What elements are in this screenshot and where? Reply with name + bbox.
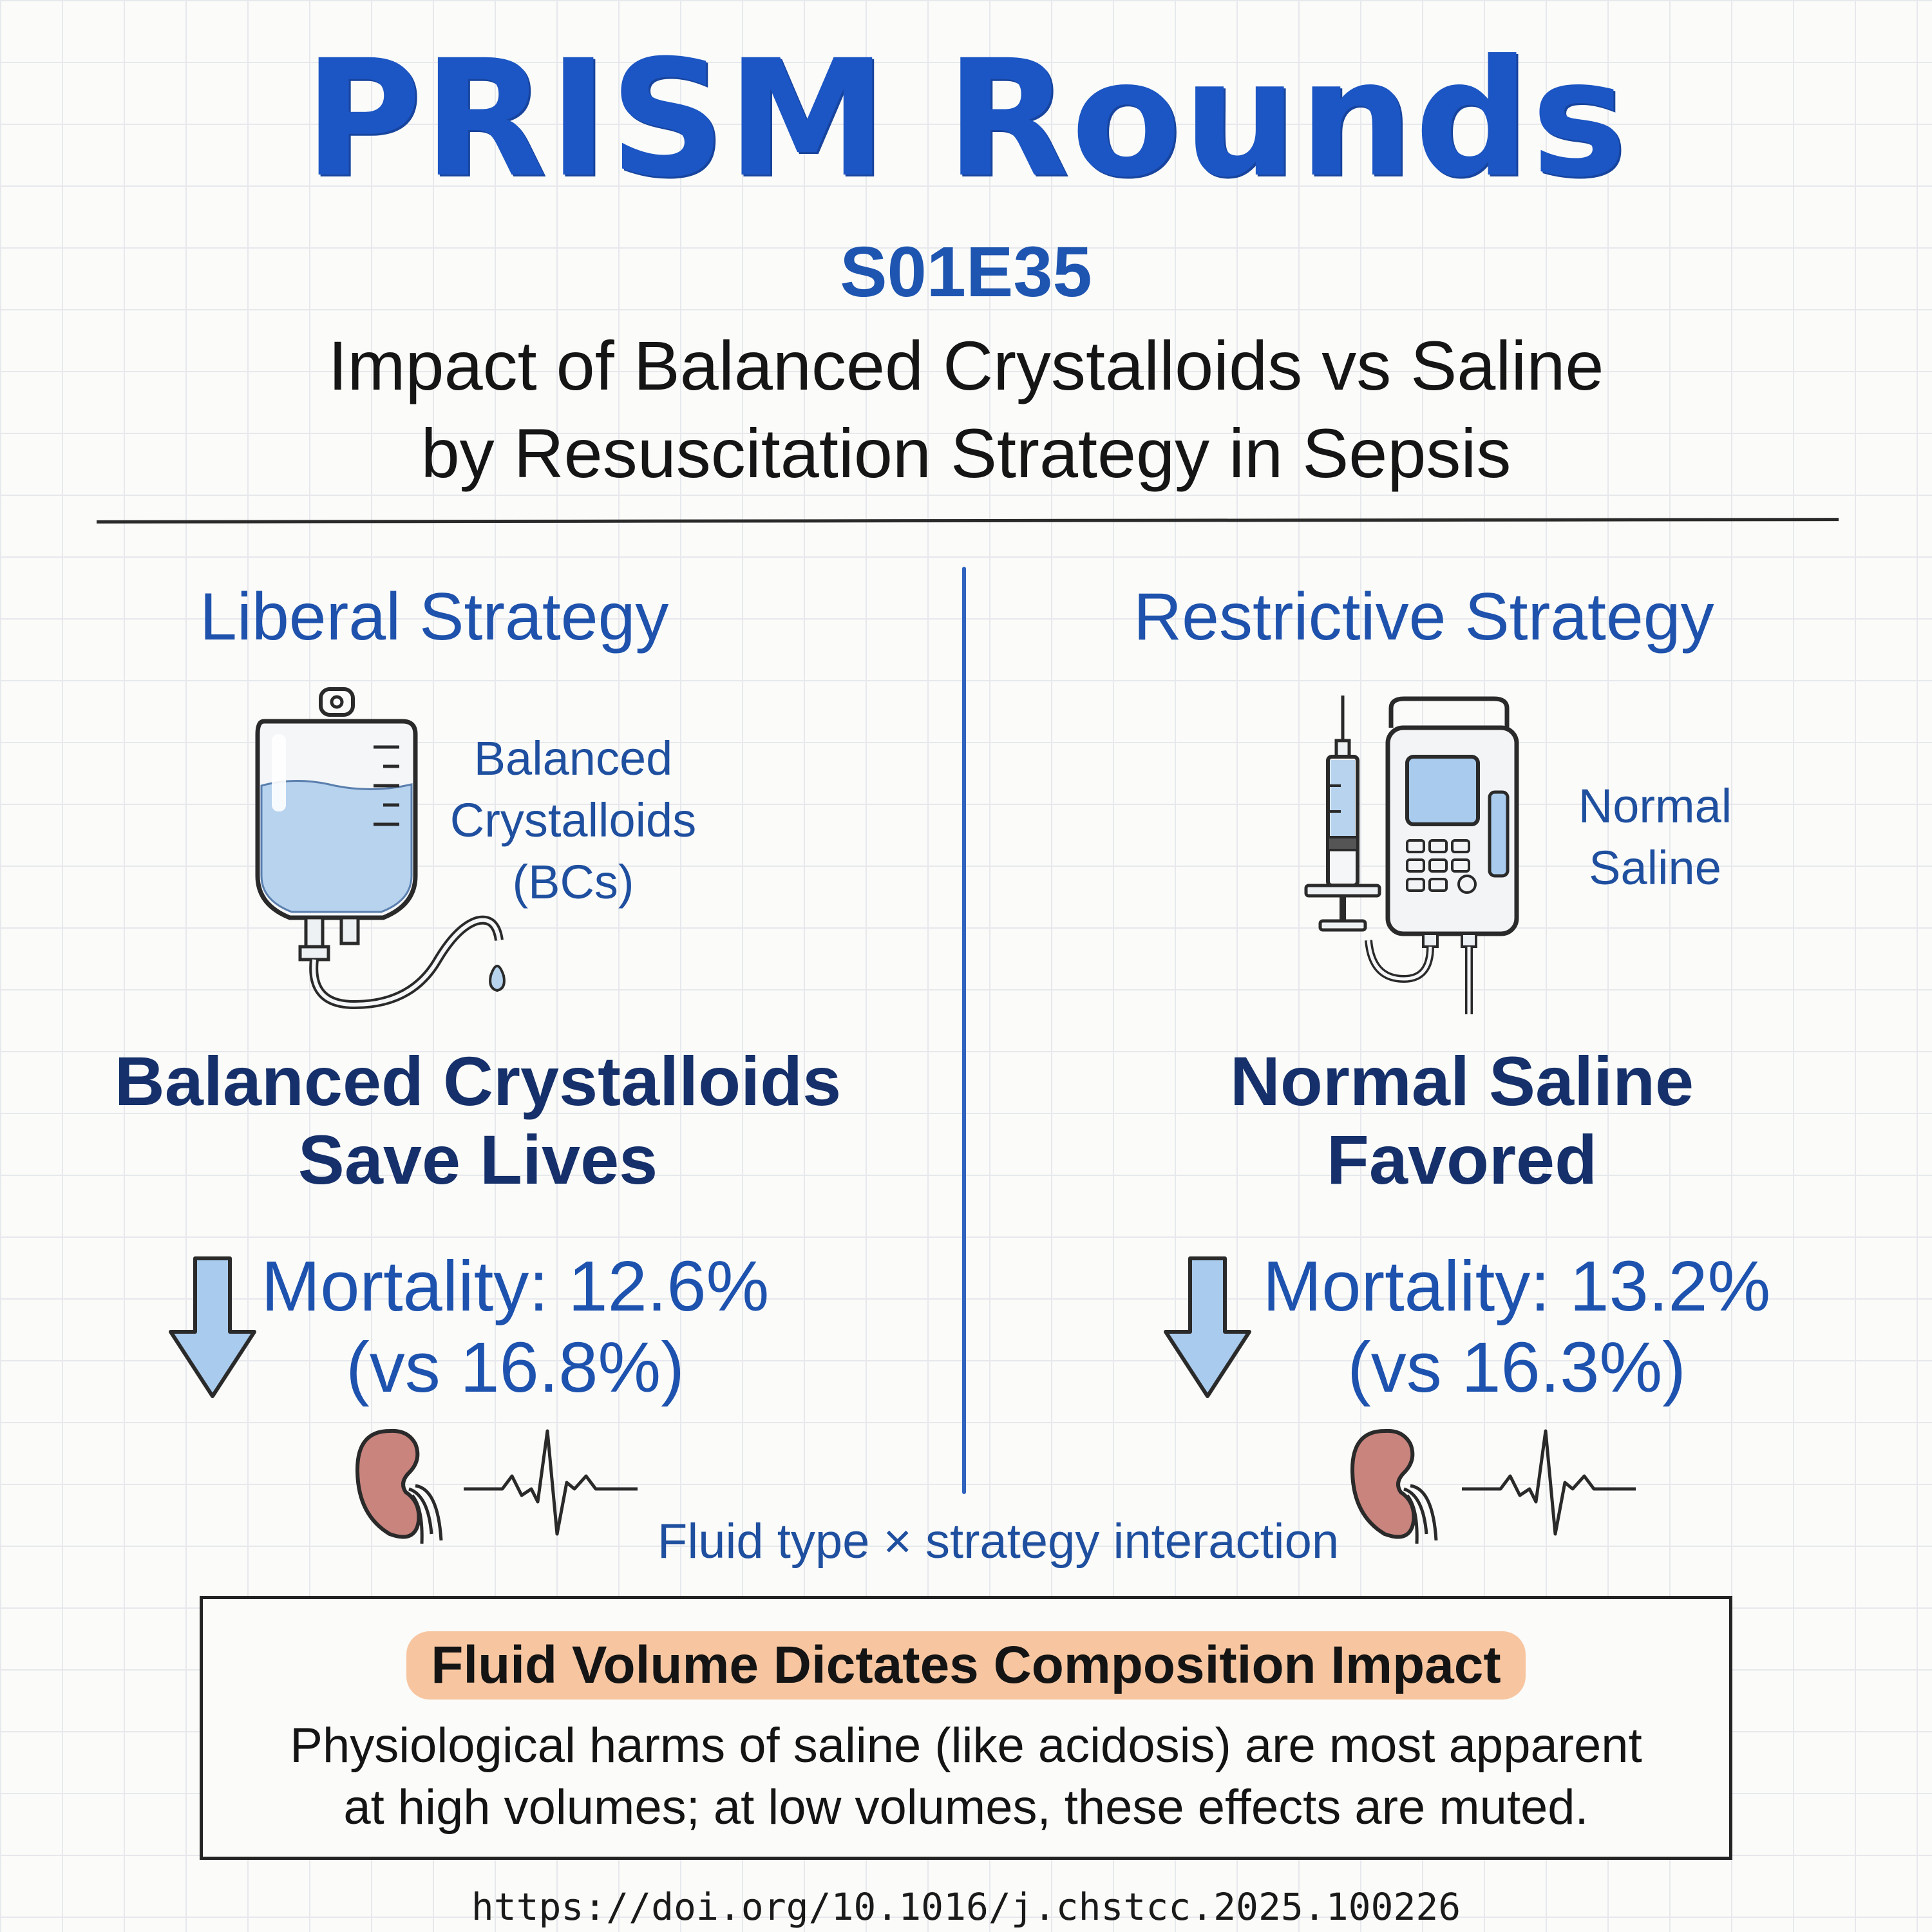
episode-number: S01E35 [840, 232, 1092, 312]
right-mortality-comparison: (vs 16.3%) [1347, 1328, 1686, 1407]
left-mortality [258, 1246, 773, 1408]
right-mortality [1253, 1246, 1781, 1408]
page-subtitle [97, 322, 1835, 497]
left-fluid-label-line-2: Crystalloids [450, 793, 697, 847]
summary-body-line-2: at high volumes; at low volumes, these effects are muted. [343, 1780, 1589, 1835]
summary-body-line-1: Physiological harms of saline (like acidosis) are most apparent [290, 1718, 1642, 1773]
summary-title [203, 1631, 1729, 1700]
left-mortality-value: Mortality: 12.6% [261, 1247, 770, 1326]
summary-box [200, 1596, 1732, 1860]
subtitle-line-1: Impact of Balanced Crystalloids vs Saline [328, 327, 1604, 404]
summary-body [222, 1715, 1710, 1839]
right-mortality-value: Mortality: 13.2% [1262, 1247, 1771, 1326]
left-finding-line-1: Balanced Crystalloids [114, 1042, 842, 1120]
right-strategy-heading: Restrictive Strategy [1133, 580, 1714, 654]
left-strategy-heading: Liberal Strategy [200, 580, 669, 654]
interaction-label: Fluid type × strategy interaction [657, 1514, 1340, 1569]
ecg-icon [1462, 1425, 1636, 1540]
right-finding-line-2: Favored [1326, 1121, 1598, 1198]
right-finding-line-1: Normal Saline [1229, 1042, 1694, 1120]
right-fluid-label-line-1: Normal [1578, 779, 1732, 833]
doi-link[interactable]: https://doi.org/10.1016/j.chstcc.2025.100226 [471, 1885, 1461, 1929]
left-mortality-comparison: (vs 16.8%) [346, 1328, 685, 1407]
left-fluid-label-line-1: Balanced [473, 732, 673, 785]
column-divider [962, 567, 966, 1494]
subtitle-line-2: by Resuscitation Strategy in Sepsis [421, 414, 1511, 492]
left-finding-line-2: Save Lives [298, 1121, 658, 1198]
infusion-pump-icon [1340, 696, 1558, 1018]
page-title: PRISM Rounds [303, 25, 1629, 213]
header-divider [97, 518, 1839, 524]
kidney-icon [351, 1425, 448, 1547]
left-fluid-label [412, 728, 734, 913]
left-finding [59, 1042, 896, 1199]
down-arrow-icon [1159, 1255, 1256, 1403]
right-fluid-label-line-2: Saline [1589, 841, 1721, 895]
left-fluid-label-line-3: (BCs) [512, 855, 634, 909]
down-arrow-icon [164, 1255, 261, 1403]
right-fluid-label [1546, 775, 1765, 899]
summary-title-highlight: Fluid Volume Dictates Composition Impact [406, 1631, 1525, 1700]
right-finding [1043, 1042, 1880, 1199]
